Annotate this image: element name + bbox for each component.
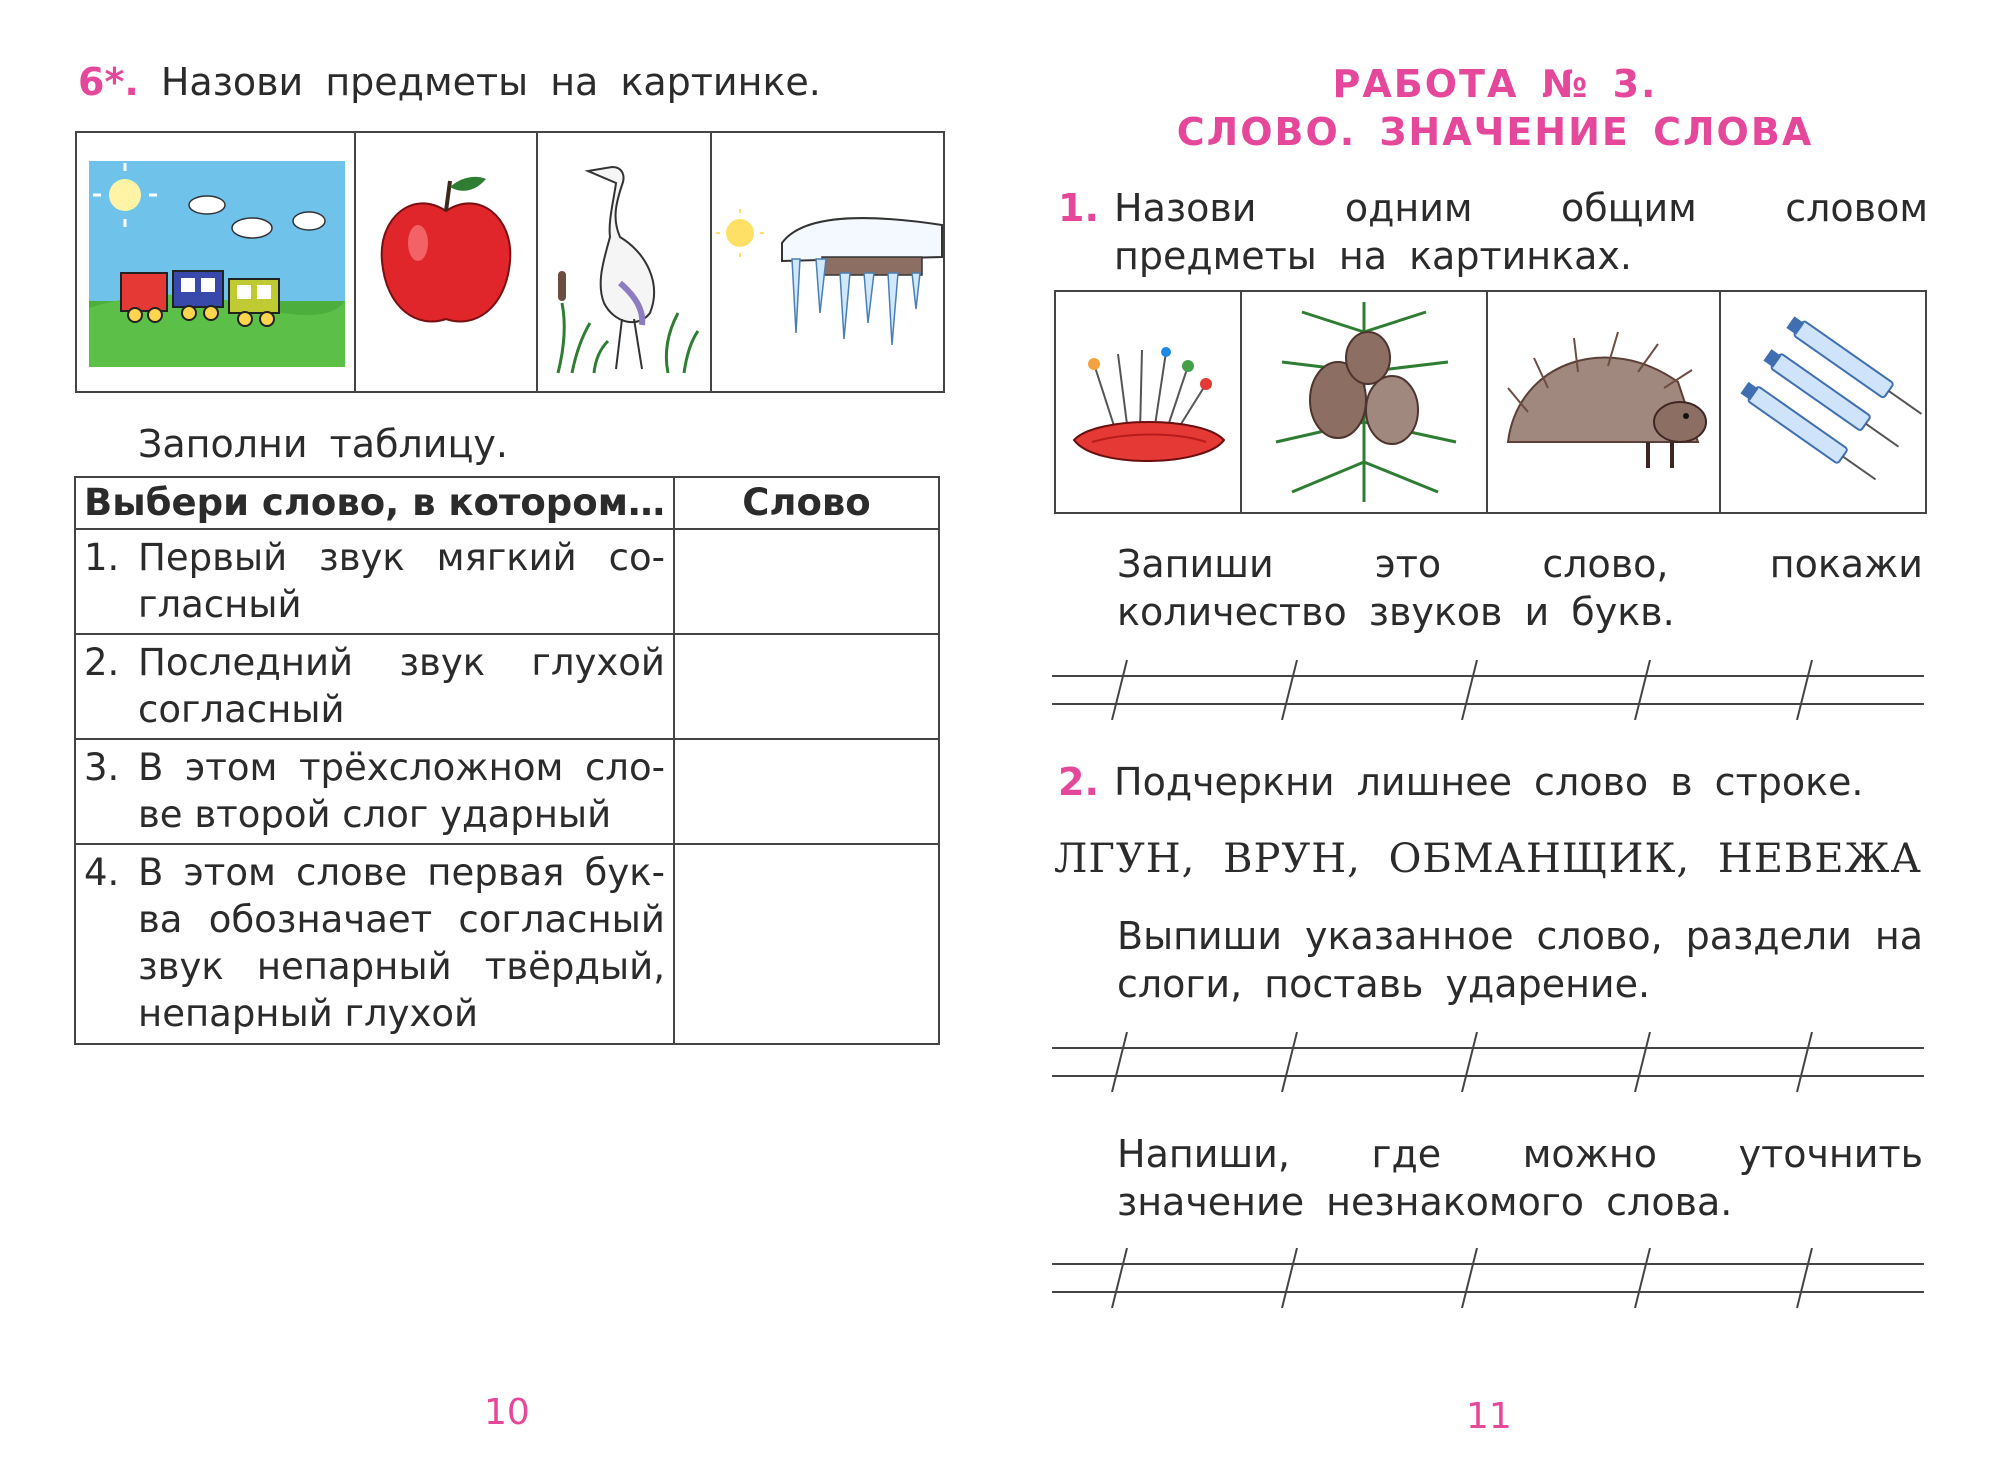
- task-1-text: Назови одним общим словом предметы на картинках.: [1114, 186, 1928, 278]
- writing-line-2[interactable]: [1052, 1032, 1924, 1092]
- question-number: 4.: [84, 851, 120, 894]
- icicles-picture-cell: [712, 133, 947, 391]
- task-6-heading: [78, 58, 821, 106]
- task-2-text: Подчеркни лишнее слово в строке.: [1114, 760, 1864, 804]
- table-row: [75, 844, 939, 1044]
- answer-cell[interactable]: [674, 739, 939, 844]
- train-picture-cell: [77, 133, 356, 391]
- table-header-word: Слово: [674, 477, 939, 529]
- question-number: 3.: [84, 746, 120, 789]
- porcupine-picture-cell: [1488, 292, 1721, 512]
- pincushion-picture-cell: [1056, 292, 1242, 512]
- question-cell: [75, 739, 674, 844]
- question-number: 2.: [84, 641, 120, 684]
- table-row: [75, 739, 939, 844]
- task-1-number: 1.: [1058, 186, 1099, 230]
- question-number: 1.: [84, 536, 120, 579]
- table-header-choose: Выбери слово, в котором…: [75, 477, 674, 529]
- answer-cell[interactable]: [674, 844, 939, 1044]
- answer-cell[interactable]: [674, 634, 939, 739]
- question-text: Первый звук мягкий со-гласный: [138, 536, 665, 626]
- page-number-left: 10: [484, 1392, 530, 1433]
- task-number: 6*.: [78, 60, 139, 104]
- question-text: В этом слове первая бук-ва обозначает согласный звук непарный твёрдый, непарный глухой: [138, 851, 665, 1035]
- syringes-icon: [1721, 292, 1931, 512]
- apple-picture-cell: [356, 133, 538, 391]
- work-title: [1150, 60, 1840, 156]
- table-row: [75, 634, 939, 739]
- answer-cell[interactable]: [674, 529, 939, 634]
- task-text: Назови предметы на картинке.: [160, 60, 821, 104]
- heron-icon: [538, 133, 710, 391]
- question-cell: [75, 634, 674, 739]
- question-cell: [75, 844, 674, 1044]
- work-title-line2: СЛОВО. ЗНАЧЕНИЕ СЛОВА: [1176, 110, 1814, 154]
- task-2-instruction-2: Напиши, где можно уточнить значение незнакомого слова.: [1117, 1132, 1923, 1224]
- task-2-instruction: Выпиши указанное слово, раздели на слоги, поставь ударение.: [1117, 914, 1923, 1006]
- porcupine-icon: [1488, 292, 1719, 512]
- task-2-number: 2.: [1058, 760, 1099, 804]
- page-number-right: 11: [1466, 1396, 1512, 1437]
- question-text: В этом трёхсложном сло-ве второй слог ударный: [138, 746, 665, 836]
- task-2: [1058, 758, 1928, 806]
- train-landscape-icon: [77, 133, 354, 391]
- task-1-instruction: Запиши это слово, покажи количество звуков и букв.: [1117, 542, 1923, 634]
- heron-picture-cell: [538, 133, 712, 391]
- syringes-picture-cell: [1721, 292, 1931, 512]
- question-text: Последний звук глухой согласный: [138, 641, 665, 731]
- picture-strip-task6: [75, 131, 945, 393]
- pincushion-icon: [1056, 292, 1240, 512]
- question-cell: [75, 529, 674, 634]
- icicles-roof-icon: [712, 133, 947, 391]
- fill-table: [74, 476, 940, 1045]
- work-title-line1: РАБОТА № 3.: [1332, 62, 1658, 106]
- fill-table-instruction: Заполни таблицу.: [138, 422, 508, 466]
- picture-strip-task1: [1054, 290, 1927, 514]
- word-row: ЛГУН, ВРУН, ОБМАНЩИК, НЕВЕЖА: [1054, 836, 1922, 882]
- pinecone-picture-cell: [1242, 292, 1488, 512]
- apple-icon: [356, 133, 536, 391]
- pine-branch-cones-icon: [1242, 292, 1486, 512]
- table-row: [75, 529, 939, 634]
- writing-line-1[interactable]: [1052, 660, 1924, 720]
- task-1: [1058, 184, 1928, 280]
- writing-line-3[interactable]: [1052, 1248, 1924, 1308]
